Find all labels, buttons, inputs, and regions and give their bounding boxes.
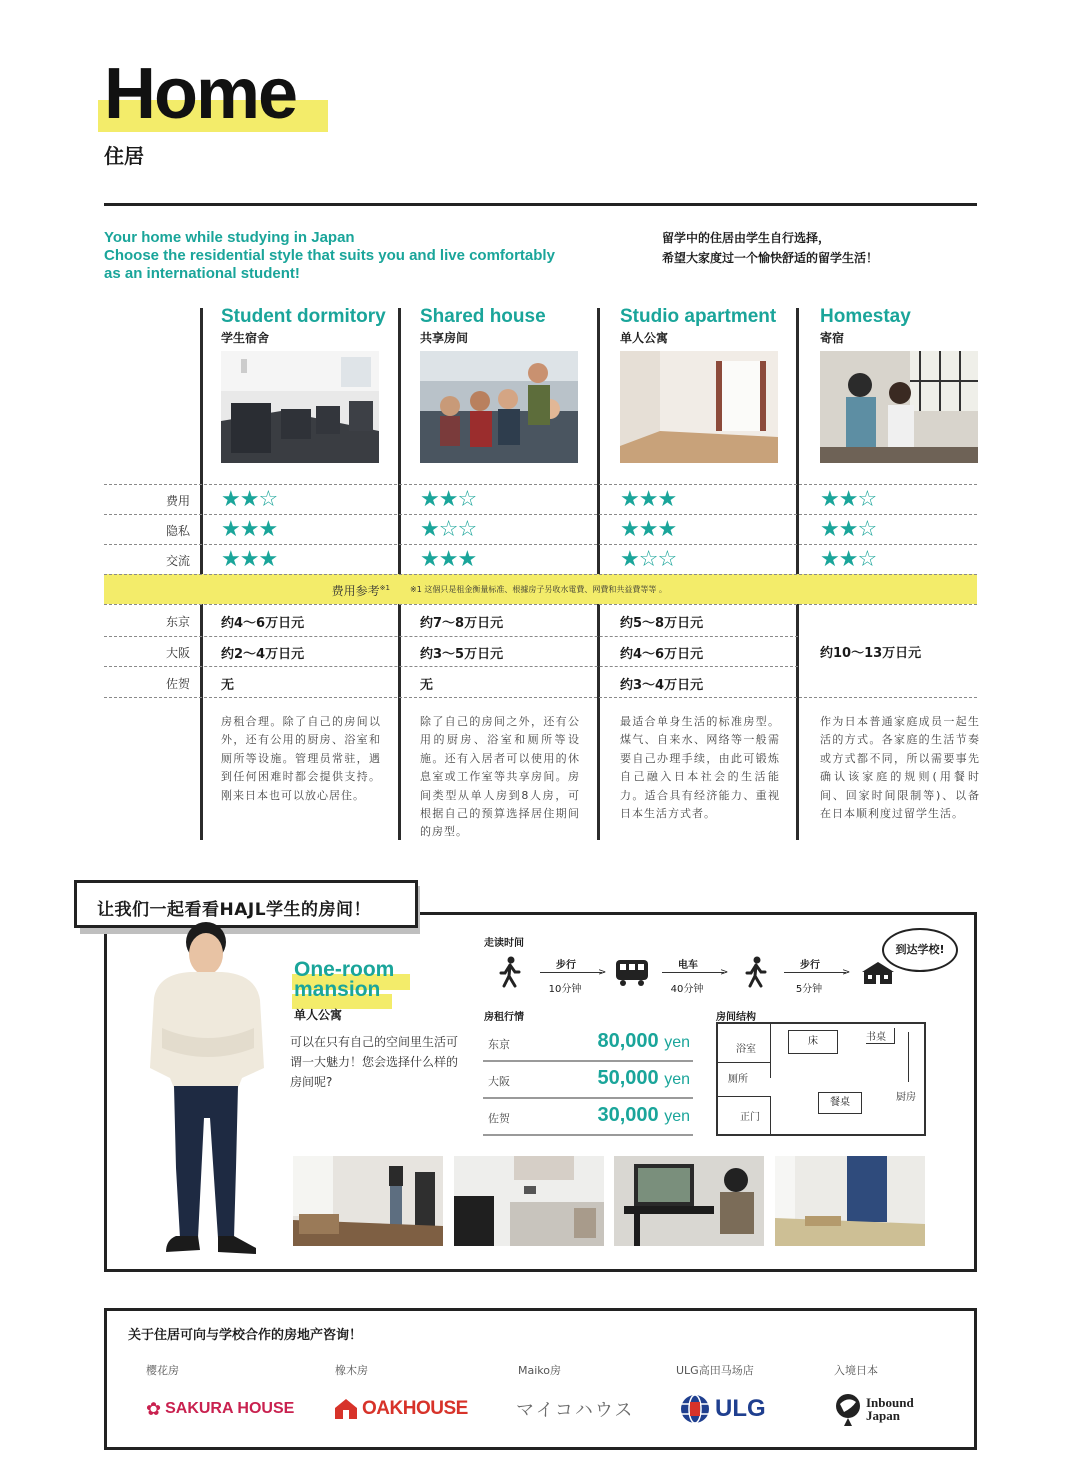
intro-en: [104, 229, 624, 283]
plan-label-dining: 餐桌: [818, 1092, 862, 1114]
rating-stars: ★★☆: [820, 487, 877, 512]
column-description: 作为日本普通家庭成员一起生活的方式。各家庭的生活节奏或方式都不同，所以需要事先确认该家庭的规则(用餐时间、回家时间限制等)、以备在日本顺利度过留学生活。: [820, 715, 980, 821]
floor-plan: [716, 1022, 926, 1136]
rating-stars: ★★★: [221, 517, 278, 542]
rating-stars: ★★☆: [820, 517, 877, 542]
rent-divider: [483, 1134, 693, 1136]
plan-wall: [908, 1032, 909, 1082]
cost-value: 无: [420, 678, 434, 693]
commute-line: [784, 972, 846, 973]
intro-zh-line: 希望大家度过一个愉快舒适的留学生活！: [662, 251, 879, 265]
commute-step-time: 10分钟: [548, 984, 582, 995]
row-label-osaka: 大阪: [165, 646, 190, 660]
layout-heading: 房间结构: [716, 1012, 756, 1023]
rating-stars: ★★★: [420, 547, 477, 572]
rent-city: 东京: [488, 1038, 510, 1051]
room-type-subtitle: 单人公寓: [294, 1008, 343, 1022]
plan-label-toilet: 厕所: [728, 1074, 748, 1085]
partner-name: 樱花房: [146, 1364, 179, 1377]
cost-value: 约4～6万日元: [221, 616, 305, 631]
cost-value-homestay: 约10～13万日元: [820, 646, 922, 661]
page-title: Home: [104, 54, 297, 134]
cost-value: 约3～5万日元: [420, 647, 504, 662]
row-label-exchange: 交流: [165, 554, 190, 568]
plan-label-door: 正门: [740, 1112, 760, 1123]
column-description: 除了自己的房间之外，还有公用的厨房、浴室和厕所等设施。还有入居者可以使用的休息室或工作室等共享房间。房间类型从单人房到8人房，可根据自己的预算选择居住期间的房型。: [420, 715, 580, 839]
column-title-shared: Shared house: [420, 306, 546, 327]
plan-label-bed: 床: [788, 1030, 838, 1054]
rent-amount-unit: yen: [664, 1071, 690, 1088]
row-divider: [104, 604, 977, 605]
column-title-studio: Studio apartment: [620, 306, 777, 327]
rent-amount: [560, 1104, 690, 1127]
student-photo: [138, 918, 278, 1260]
row-divider: [104, 574, 977, 575]
walk-icon: [496, 956, 524, 992]
rating-stars: ★☆☆: [620, 547, 677, 572]
row-label-saga: 佐贺: [165, 677, 190, 691]
cost-value: 约2～4万日元: [221, 647, 305, 662]
room-photo: [614, 1156, 764, 1246]
rating-stars: ★☆☆: [420, 517, 477, 542]
cost-reference-label: [104, 582, 390, 599]
partners-title: 关于住居可向与学校合作的房地产咨询！: [128, 1328, 363, 1343]
rent-divider: [483, 1097, 693, 1099]
rent-amount: [560, 1030, 690, 1053]
arrival-bubble: 到达学校!: [882, 928, 958, 972]
cost-value: 约5～8万日元: [620, 616, 704, 631]
rent-amount-number: 50,000: [597, 1067, 659, 1089]
rent-city: 佐贺: [488, 1112, 510, 1125]
row-label-tokyo: 东京: [165, 615, 190, 629]
cost-reference-note: ※1 这個只是租金衡量标准、根據房子另收水電費、网費和共益費等等 。: [410, 585, 667, 594]
sakura-house-logo[interactable]: [146, 1392, 294, 1426]
rent-amount-number: 30,000: [597, 1104, 659, 1126]
walk-icon: [742, 956, 770, 992]
rent-heading: 房租行情: [484, 1012, 524, 1023]
column-subtitle-homestay: 寄宿: [820, 331, 845, 345]
plan-wall: [770, 1096, 771, 1136]
intro-en-line: as an international student!: [104, 265, 300, 282]
rating-stars: ★★☆: [221, 487, 278, 512]
arrow-icon: >: [842, 967, 851, 978]
cost-value: 约4～6万日元: [620, 647, 704, 662]
room-type-line: mansion: [294, 978, 381, 1001]
column-subtitle-shared: 共享房间: [420, 331, 469, 345]
cost-value: 约3～4万日元: [620, 678, 704, 693]
maiko-house-logo-text: マイコハウス: [516, 1400, 635, 1421]
plan-label-desk: 书桌: [866, 1028, 895, 1044]
plan-wall: [770, 1024, 771, 1078]
cost-reference-text: 费用参考: [331, 584, 380, 598]
header-rule: [104, 203, 977, 206]
commute-step-label: 电车: [678, 960, 698, 971]
commute-step-label: 步行: [800, 960, 820, 971]
commute-line: [662, 972, 724, 973]
intro-en-line: Choose the residential style that suits you and live comfortably: [104, 247, 555, 264]
rent-divider: [483, 1060, 693, 1062]
rating-stars: ★★★: [221, 547, 278, 572]
arrow-icon: >: [598, 967, 607, 978]
partner-name: ULG高田马场店: [676, 1364, 754, 1377]
rent-amount-unit: yen: [664, 1108, 690, 1125]
column-subtitle-studio: 单人公寓: [620, 331, 669, 345]
plan-label-bath: 浴室: [736, 1044, 756, 1055]
column-description: 房租合理。除了自己的房间以外，还有公用的厨房、浴室和厕所等设施。管理员常驻，遇到任何困难时都会提供支持。刚来日本也可以放心居住。: [221, 715, 381, 802]
ulg-globe-icon: [678, 1394, 712, 1424]
shared-house-photo: [420, 351, 578, 463]
page-subtitle: 住居: [104, 144, 144, 168]
oakhouse-logo[interactable]: [334, 1392, 468, 1426]
rating-stars: ★★★: [620, 487, 677, 512]
inbound-japan-logo[interactable]: [834, 1392, 926, 1426]
row-label-privacy: 隐私: [165, 524, 190, 538]
row-divider: [104, 544, 977, 545]
column-subtitle-dormitory: 学生宿舍: [221, 331, 270, 345]
rating-stars: ★★★: [620, 517, 677, 542]
intro-en-line: Your home while studying in Japan: [104, 229, 355, 246]
sakura-flower-icon: ✿: [146, 1398, 162, 1420]
oakhouse-logo-text: OAKHOUSE: [362, 1398, 468, 1419]
row-label-cost: 费用: [165, 494, 190, 508]
room-type-line: One-room: [294, 958, 395, 981]
plan-wall: [718, 1062, 770, 1063]
oakhouse-roof-icon: [334, 1398, 358, 1420]
room-section-tab: 让我们一起看看HAJL学生的房间！: [74, 880, 418, 928]
plan-label-kitchen: 厨房: [896, 1092, 916, 1103]
room-type-description: 可以在只有自己的空间里生活可谓一大魅力！您会选择什么样的房间呢?: [290, 1035, 459, 1089]
row-divider: [104, 697, 977, 698]
commute-step-time: 40分钟: [670, 984, 704, 995]
commute-step-label: 步行: [556, 960, 576, 971]
row-divider: [104, 666, 798, 667]
train-icon: [614, 958, 650, 992]
dormitory-photo: [221, 351, 379, 463]
intro-zh: [662, 228, 982, 268]
maiko-house-logo[interactable]: [516, 1392, 634, 1426]
rent-amount-unit: yen: [664, 1034, 690, 1051]
room-type-title: [294, 960, 394, 1000]
inbound-japan-logo-text: Inbound Japan: [866, 1395, 914, 1423]
cost-reference-footnote-mark: ※1: [379, 584, 390, 592]
homestay-photo: [820, 351, 978, 463]
row-divider: [104, 636, 798, 637]
rent-city: 大阪: [488, 1075, 510, 1088]
studio-photo: [620, 351, 778, 463]
column-title-homestay: Homestay: [820, 306, 911, 327]
column-description: 最适合单身生活的标准房型。煤气、自来水、网络等一般需要自己办理手续，由此可锻炼自己融入日本社会的生活能力。适合具有经济能力、重视日本生活方式者。: [620, 715, 780, 821]
commute-line: [540, 972, 602, 973]
row-divider: [104, 514, 977, 515]
row-divider: [104, 484, 977, 485]
column-title-dormitory: Student dormitory: [221, 306, 386, 327]
room-photo: [293, 1156, 443, 1246]
intro-zh-line: 留学中的住居由学生自行选择，: [662, 231, 831, 245]
partner-name: Maiko房: [518, 1364, 561, 1377]
partner-name: 橡木房: [335, 1364, 368, 1377]
room-photo: [775, 1156, 925, 1246]
inbound-japan-emblem-icon: [834, 1392, 864, 1426]
rent-amount: [560, 1067, 690, 1090]
rating-stars: ★★☆: [820, 547, 877, 572]
cost-value: 约7～8万日元: [420, 616, 504, 631]
rating-stars: ★★☆: [420, 487, 477, 512]
arrow-icon: >: [720, 967, 729, 978]
commute-heading: 走读时间: [484, 938, 524, 949]
rent-amount-number: 80,000: [597, 1030, 659, 1052]
cost-value: 无: [221, 678, 235, 693]
room-photo: [454, 1156, 604, 1246]
partner-name: 入境日本: [834, 1364, 878, 1377]
ulg-logo[interactable]: [678, 1392, 766, 1426]
ulg-logo-text: ULG: [715, 1395, 766, 1422]
commute-step-time: 5分钟: [795, 984, 823, 995]
plan-wall: [718, 1096, 770, 1097]
sakura-house-logo-text: SAKURA HOUSE: [165, 1400, 295, 1417]
